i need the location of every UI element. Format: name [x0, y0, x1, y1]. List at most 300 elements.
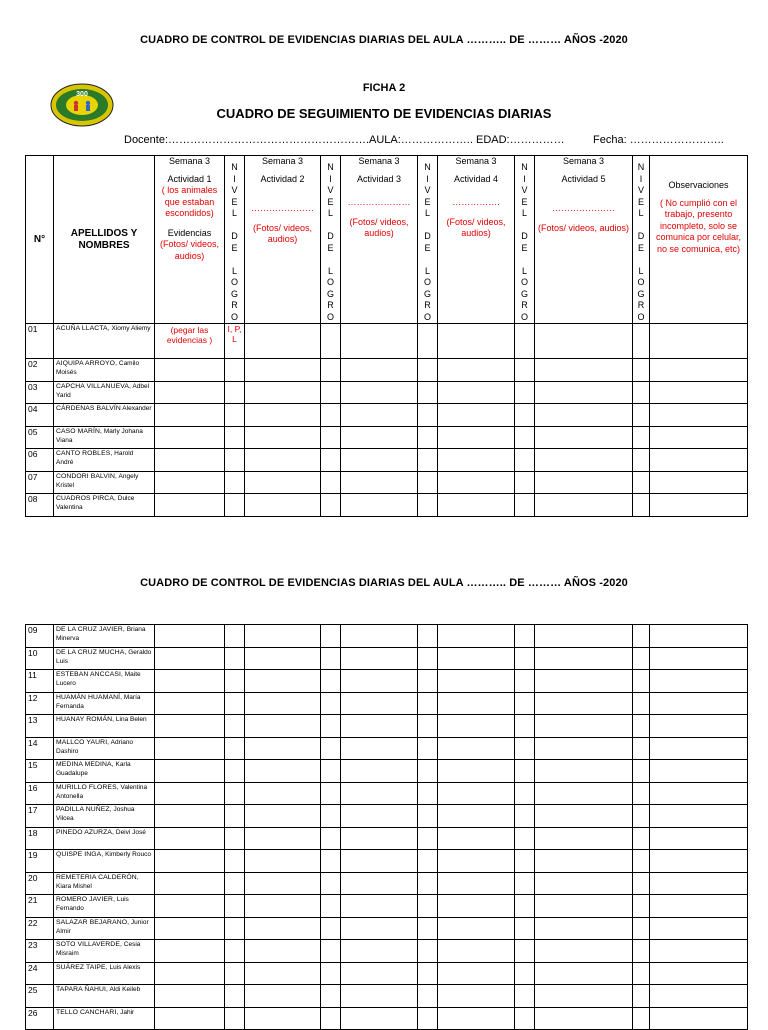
nivel-cell[interactable] — [418, 782, 438, 805]
nivel-cell[interactable] — [321, 872, 341, 895]
evidence-cell[interactable] — [245, 426, 321, 449]
nivel-cell[interactable] — [225, 715, 245, 738]
evidence-cell[interactable] — [535, 381, 633, 404]
evidence-cell[interactable] — [341, 359, 418, 382]
evidence-cell[interactable] — [535, 872, 633, 895]
activity2-header — [245, 156, 321, 324]
observations-cell[interactable] — [650, 737, 748, 760]
nivel-letter: R — [231, 300, 238, 310]
nivel-cell[interactable] — [418, 471, 438, 494]
observations-cell[interactable] — [650, 985, 748, 1008]
evidence-cell[interactable] — [245, 715, 321, 738]
observations-cell[interactable] — [650, 359, 748, 382]
evidence-cell[interactable] — [535, 940, 633, 963]
nivel-cell[interactable] — [515, 895, 535, 918]
nivel-cell[interactable] — [633, 625, 650, 648]
nivel-cell[interactable] — [321, 962, 341, 985]
student-given-name: Adbel Yarid — [56, 382, 150, 399]
observations-cell[interactable] — [650, 917, 748, 940]
evidence-cell[interactable] — [155, 1007, 225, 1030]
evidence-cell[interactable] — [341, 962, 418, 985]
evidence-cell[interactable] — [535, 359, 633, 382]
nivel-cell[interactable] — [418, 985, 438, 1008]
observations-cell[interactable] — [650, 940, 748, 963]
nivel-cell[interactable] — [633, 381, 650, 404]
nivel-cell[interactable] — [321, 670, 341, 693]
evidence-cell[interactable] — [341, 895, 418, 918]
observations-cell[interactable] — [650, 647, 748, 670]
evidence-cell[interactable] — [438, 760, 515, 783]
nivel-cell[interactable] — [321, 404, 341, 427]
nivel-cell[interactable] — [515, 715, 535, 738]
observations-cell[interactable] — [650, 692, 748, 715]
nivel-cell[interactable] — [321, 1007, 341, 1030]
nivel-cell[interactable] — [633, 760, 650, 783]
nivel-cell[interactable] — [321, 895, 341, 918]
evidence-cell[interactable] — [245, 760, 321, 783]
evidence-cell[interactable] — [438, 962, 515, 985]
nivel-cell[interactable] — [633, 494, 650, 517]
nivel-cell[interactable] — [515, 471, 535, 494]
evidence-cell[interactable] — [155, 670, 225, 693]
nivel-cell[interactable] — [515, 324, 535, 359]
observations-cell[interactable] — [650, 872, 748, 895]
nivel-cell[interactable] — [321, 782, 341, 805]
evidence-cell[interactable] — [341, 760, 418, 783]
nivel-cell[interactable] — [418, 381, 438, 404]
evidence-cell[interactable] — [341, 782, 418, 805]
evidence-cell[interactable] — [438, 359, 515, 382]
nivel-cell[interactable] — [418, 359, 438, 382]
nivel-cell[interactable] — [418, 895, 438, 918]
evidence-cell[interactable] — [245, 895, 321, 918]
nivel-cell[interactable] — [418, 647, 438, 670]
evidence-cell[interactable] — [438, 805, 515, 828]
nivel-cell[interactable] — [225, 895, 245, 918]
nivel-cell[interactable] — [515, 625, 535, 648]
nivel-cell[interactable] — [321, 985, 341, 1008]
evidence-cell[interactable] — [535, 647, 633, 670]
nivel-cell[interactable] — [321, 940, 341, 963]
evidence-cell[interactable] — [438, 827, 515, 850]
evidence-cell[interactable] — [155, 872, 225, 895]
evidence-cell[interactable] — [155, 404, 225, 427]
evidence-cell[interactable] — [535, 494, 633, 517]
student-given-name: Camilo Moisés — [56, 360, 140, 376]
nivel-cell[interactable] — [515, 985, 535, 1008]
evidence-cell[interactable] — [535, 737, 633, 760]
evidence-cell[interactable] — [535, 962, 633, 985]
nivel-cell[interactable] — [225, 1007, 245, 1030]
evidence-cell[interactable] — [155, 737, 225, 760]
nivel-cell[interactable] — [225, 471, 245, 494]
evidence-cell[interactable] — [155, 895, 225, 918]
nivel-cell[interactable] — [225, 737, 245, 760]
evidence-cell[interactable] — [341, 471, 418, 494]
nivel-letter: E — [327, 242, 334, 253]
nivel-cell[interactable] — [321, 426, 341, 449]
nivel-cell[interactable] — [633, 805, 650, 828]
evidence-cell[interactable] — [155, 494, 225, 517]
evidence-cell[interactable] — [341, 850, 418, 873]
evidence-cell[interactable] — [245, 737, 321, 760]
evidence-cell[interactable] — [438, 940, 515, 963]
row-number: 05 — [26, 426, 54, 449]
nivel-cell[interactable] — [515, 737, 535, 760]
nivel-cell[interactable] — [515, 872, 535, 895]
nivel-cell[interactable] — [418, 692, 438, 715]
nivel-cell[interactable] — [418, 449, 438, 472]
fecha-field: Fecha: …………………….. — [593, 134, 724, 146]
nivel-cell[interactable] — [321, 692, 341, 715]
observations-cell[interactable] — [650, 324, 748, 359]
observations-cell[interactable] — [650, 760, 748, 783]
nivel-cell[interactable] — [418, 625, 438, 648]
nivel-cell[interactable] — [418, 404, 438, 427]
nivel-cell[interactable] — [633, 782, 650, 805]
nivel-cell[interactable] — [515, 404, 535, 427]
evidence-cell[interactable] — [245, 940, 321, 963]
evidence-cell[interactable] — [535, 404, 633, 427]
nivel-cell[interactable] — [515, 805, 535, 828]
row-number: 02 — [26, 359, 54, 382]
evidence-cell[interactable] — [341, 494, 418, 517]
observations-cell[interactable] — [650, 715, 748, 738]
nivel-cell[interactable] — [418, 426, 438, 449]
evidence-cell[interactable] — [535, 760, 633, 783]
evidence-cell[interactable] — [245, 782, 321, 805]
nivel-cell[interactable] — [515, 782, 535, 805]
nivel-cell[interactable] — [418, 715, 438, 738]
evidence-cell[interactable] — [438, 381, 515, 404]
nivel-cell[interactable] — [418, 872, 438, 895]
evidence-cell[interactable] — [438, 895, 515, 918]
student-given-name: Luis Fernando — [56, 896, 129, 912]
evidence-cell[interactable] — [438, 471, 515, 494]
nivel-cell[interactable] — [633, 471, 650, 494]
nivel-cell[interactable] — [225, 805, 245, 828]
evidence-cell[interactable] — [341, 805, 418, 828]
evidence-cell[interactable] — [535, 985, 633, 1008]
evidence-cell[interactable] — [535, 324, 633, 359]
observations-cell[interactable] — [650, 381, 748, 404]
observations-cell[interactable] — [650, 805, 748, 828]
evidence-cell[interactable] — [438, 625, 515, 648]
nivel-cell[interactable] — [633, 940, 650, 963]
evidence-cell[interactable] — [438, 692, 515, 715]
nivel-cell[interactable] — [225, 426, 245, 449]
nivel-cell[interactable] — [225, 850, 245, 873]
evidence-cell[interactable] — [341, 670, 418, 693]
nivel-cell[interactable] — [225, 494, 245, 517]
nivel-cell[interactable] — [633, 850, 650, 873]
nivel-cell[interactable] — [321, 715, 341, 738]
evidence-cell[interactable] — [535, 805, 633, 828]
nivel-cell[interactable] — [633, 872, 650, 895]
evidence-cell[interactable] — [155, 692, 225, 715]
evidence-cell[interactable] — [245, 449, 321, 472]
evidence-cell[interactable] — [341, 1007, 418, 1030]
evidence-cell[interactable] — [245, 827, 321, 850]
evidence-cell[interactable] — [438, 426, 515, 449]
observations-cell[interactable] — [650, 782, 748, 805]
nivel-cell[interactable] — [225, 449, 245, 472]
nivel-cell[interactable] — [633, 324, 650, 359]
observations-cell[interactable] — [650, 471, 748, 494]
evidence-cell[interactable] — [438, 917, 515, 940]
nivel-cell[interactable] — [225, 872, 245, 895]
evidence-cell[interactable] — [245, 917, 321, 940]
nivel-cell[interactable] — [225, 940, 245, 963]
evidence-cell[interactable] — [245, 647, 321, 670]
evidence-cell[interactable] — [341, 737, 418, 760]
evidence-cell[interactable] — [341, 692, 418, 715]
observations-cell[interactable] — [650, 670, 748, 693]
evidence-cell[interactable] — [245, 670, 321, 693]
evidence-cell[interactable] — [245, 692, 321, 715]
evidence-cell[interactable] — [438, 647, 515, 670]
nivel-cell[interactable] — [225, 381, 245, 404]
nivel-cell[interactable] — [633, 917, 650, 940]
nivel-cell[interactable] — [321, 917, 341, 940]
nivel-cell[interactable] — [515, 359, 535, 382]
nivel-cell[interactable] — [321, 471, 341, 494]
evidence-cell[interactable] — [535, 1007, 633, 1030]
evidence-cell[interactable] — [341, 827, 418, 850]
nivel-cell[interactable] — [515, 760, 535, 783]
nivel-cell[interactable] — [418, 760, 438, 783]
nivel-cell[interactable] — [321, 760, 341, 783]
nivel-cell[interactable] — [515, 1007, 535, 1030]
nivel-cell[interactable] — [418, 1007, 438, 1030]
nivel-cell[interactable] — [225, 404, 245, 427]
evidence-cell[interactable] — [535, 850, 633, 873]
nivel-cell[interactable] — [321, 625, 341, 648]
evidence-cell[interactable] — [245, 359, 321, 382]
evidence-cell[interactable] — [245, 625, 321, 648]
evidence-cell[interactable] — [155, 449, 225, 472]
evidence-cell[interactable] — [535, 782, 633, 805]
evidence-cell[interactable] — [438, 737, 515, 760]
evidence-cell[interactable] — [245, 381, 321, 404]
nivel-cell[interactable] — [633, 737, 650, 760]
nivel-cell[interactable] — [633, 647, 650, 670]
evidence-cell[interactable] — [155, 782, 225, 805]
evidence-cell[interactable] — [245, 471, 321, 494]
evidence-cell[interactable] — [155, 917, 225, 940]
nivel-cell[interactable] — [633, 692, 650, 715]
evidence-cell[interactable] — [155, 715, 225, 738]
evidence-cell[interactable] — [155, 471, 225, 494]
evidence-cell[interactable] — [438, 985, 515, 1008]
evidence-cell[interactable] — [245, 1007, 321, 1030]
evidence-cell[interactable] — [155, 647, 225, 670]
evidence-cell[interactable] — [155, 850, 225, 873]
evidence-cell[interactable] — [155, 827, 225, 850]
evidence-cell[interactable] — [535, 715, 633, 738]
nivel-cell[interactable] — [321, 494, 341, 517]
evidence-cell[interactable] — [245, 805, 321, 828]
nivel-cell[interactable] — [321, 827, 341, 850]
row-number: 17 — [26, 805, 54, 828]
nivel-cell[interactable] — [225, 760, 245, 783]
evidence-cell[interactable] — [535, 625, 633, 648]
evidence-cell[interactable] — [535, 917, 633, 940]
table-row — [26, 494, 748, 517]
evidence-cell[interactable] — [245, 985, 321, 1008]
nivel-cell[interactable] — [321, 737, 341, 760]
evidence-cell[interactable] — [341, 404, 418, 427]
evidence-cell[interactable] — [535, 692, 633, 715]
nivel-cell[interactable] — [633, 985, 650, 1008]
evidence-cell[interactable] — [438, 782, 515, 805]
evidence-cell[interactable] — [155, 359, 225, 382]
evidence-cell[interactable] — [438, 872, 515, 895]
evidence-cell[interactable] — [535, 895, 633, 918]
nivel-cell[interactable] — [515, 827, 535, 850]
evidence-cell[interactable] — [245, 962, 321, 985]
evidence-cell[interactable] — [438, 1007, 515, 1030]
evidence-cell[interactable] — [341, 715, 418, 738]
nivel-cell[interactable] — [515, 692, 535, 715]
nivel-cell[interactable] — [633, 827, 650, 850]
evidence-cell[interactable] — [535, 449, 633, 472]
evidence-cell[interactable] — [155, 625, 225, 648]
nivel-cell[interactable] — [515, 426, 535, 449]
nivel-cell[interactable] — [418, 737, 438, 760]
evidence-cell[interactable] — [341, 381, 418, 404]
nivel-cell[interactable] — [515, 381, 535, 404]
nivel-letter: V — [327, 185, 334, 195]
evidence-cell[interactable] — [535, 827, 633, 850]
evidence-cell[interactable] — [155, 962, 225, 985]
nivel-cell[interactable] — [515, 647, 535, 670]
evidence-cell[interactable] — [438, 324, 515, 359]
observations-cell[interactable] — [650, 404, 748, 427]
nivel-cell[interactable] — [225, 962, 245, 985]
nivel-cell[interactable]: I, P, L — [225, 324, 245, 359]
evidence-cell[interactable] — [535, 426, 633, 449]
nivel-cell[interactable] — [321, 805, 341, 828]
observations-cell[interactable] — [650, 449, 748, 472]
observations-cell[interactable] — [650, 850, 748, 873]
evidence-cell[interactable] — [341, 647, 418, 670]
nivel-cell[interactable] — [225, 625, 245, 648]
nivel-cell[interactable] — [418, 917, 438, 940]
nivel-cell[interactable] — [418, 670, 438, 693]
observations-cell[interactable] — [650, 895, 748, 918]
evidence-cell[interactable] — [341, 917, 418, 940]
nivel-cell[interactable] — [321, 359, 341, 382]
nivel-cell[interactable] — [418, 827, 438, 850]
evidence-cell[interactable] — [341, 625, 418, 648]
nivel-cell[interactable] — [225, 692, 245, 715]
nivel-cell[interactable] — [418, 940, 438, 963]
nivel-cell[interactable] — [633, 404, 650, 427]
evidence-cell[interactable] — [155, 985, 225, 1008]
evidence-cell[interactable] — [438, 715, 515, 738]
evidence-cell[interactable] — [438, 404, 515, 427]
evidence-cell[interactable] — [155, 940, 225, 963]
nivel-cell[interactable] — [633, 715, 650, 738]
nivel-cell[interactable] — [515, 494, 535, 517]
nivel-cell[interactable] — [515, 917, 535, 940]
nivel-cell[interactable] — [633, 449, 650, 472]
nivel-cell[interactable] — [225, 985, 245, 1008]
nivel-cell[interactable] — [633, 962, 650, 985]
nivel-cell[interactable] — [321, 449, 341, 472]
nivel-cell[interactable] — [515, 449, 535, 472]
evidence-cell[interactable] — [535, 670, 633, 693]
nivel-cell[interactable] — [418, 494, 438, 517]
nivel-cell[interactable] — [418, 805, 438, 828]
evidence-cell[interactable] — [341, 940, 418, 963]
evidence-cell[interactable] — [245, 404, 321, 427]
nivel-cell[interactable] — [418, 324, 438, 359]
observations-cell[interactable] — [650, 1007, 748, 1030]
nivel-cell[interactable] — [515, 962, 535, 985]
nivel-cell[interactable] — [225, 782, 245, 805]
evidence-cell[interactable] — [341, 985, 418, 1008]
observations-cell[interactable] — [650, 962, 748, 985]
evidence-cell[interactable] — [341, 872, 418, 895]
evidence-cell[interactable] — [245, 872, 321, 895]
observations-cell[interactable] — [650, 494, 748, 517]
evidence-cell[interactable] — [155, 760, 225, 783]
evidence-cell[interactable] — [341, 449, 418, 472]
evidence-cell[interactable]: (pegar las evidencias ) — [155, 324, 225, 359]
nivel-cell[interactable] — [321, 647, 341, 670]
evidence-cell[interactable] — [155, 426, 225, 449]
nivel-cell[interactable] — [633, 426, 650, 449]
nivel-cell[interactable] — [515, 670, 535, 693]
evidence-cell[interactable] — [438, 449, 515, 472]
nivel-cell[interactable] — [225, 827, 245, 850]
nivel-cell[interactable] — [515, 940, 535, 963]
nivel-cell[interactable] — [418, 850, 438, 873]
evidence-cell[interactable] — [438, 670, 515, 693]
nivel-cell[interactable] — [633, 895, 650, 918]
evidence-cell[interactable] — [245, 324, 321, 359]
evidence-cell[interactable] — [155, 381, 225, 404]
nivel-cell[interactable] — [321, 381, 341, 404]
evidence-cell[interactable] — [155, 805, 225, 828]
nivel-cell[interactable] — [225, 359, 245, 382]
nivel-cell[interactable] — [321, 850, 341, 873]
nivel-cell[interactable] — [418, 962, 438, 985]
nivel-cell[interactable] — [633, 359, 650, 382]
nivel-cell[interactable] — [225, 670, 245, 693]
nivel-cell[interactable] — [633, 1007, 650, 1030]
nivel-cell[interactable] — [515, 850, 535, 873]
evidence-cell[interactable] — [535, 471, 633, 494]
nivel-cell[interactable] — [633, 670, 650, 693]
evidence-cell[interactable] — [438, 850, 515, 873]
evidence-cell[interactable] — [341, 324, 418, 359]
observations-cell[interactable] — [650, 625, 748, 648]
observations-cell[interactable] — [650, 426, 748, 449]
evidence-cell[interactable] — [245, 850, 321, 873]
nivel-cell[interactable] — [225, 917, 245, 940]
nivel-cell[interactable] — [225, 647, 245, 670]
observations-cell[interactable] — [650, 827, 748, 850]
evidence-cell[interactable] — [245, 494, 321, 517]
evidence-cell[interactable] — [341, 426, 418, 449]
row-number: 24 — [26, 962, 54, 985]
student-name — [54, 692, 155, 715]
nivel-cell[interactable] — [321, 324, 341, 359]
evidence-cell[interactable] — [438, 494, 515, 517]
